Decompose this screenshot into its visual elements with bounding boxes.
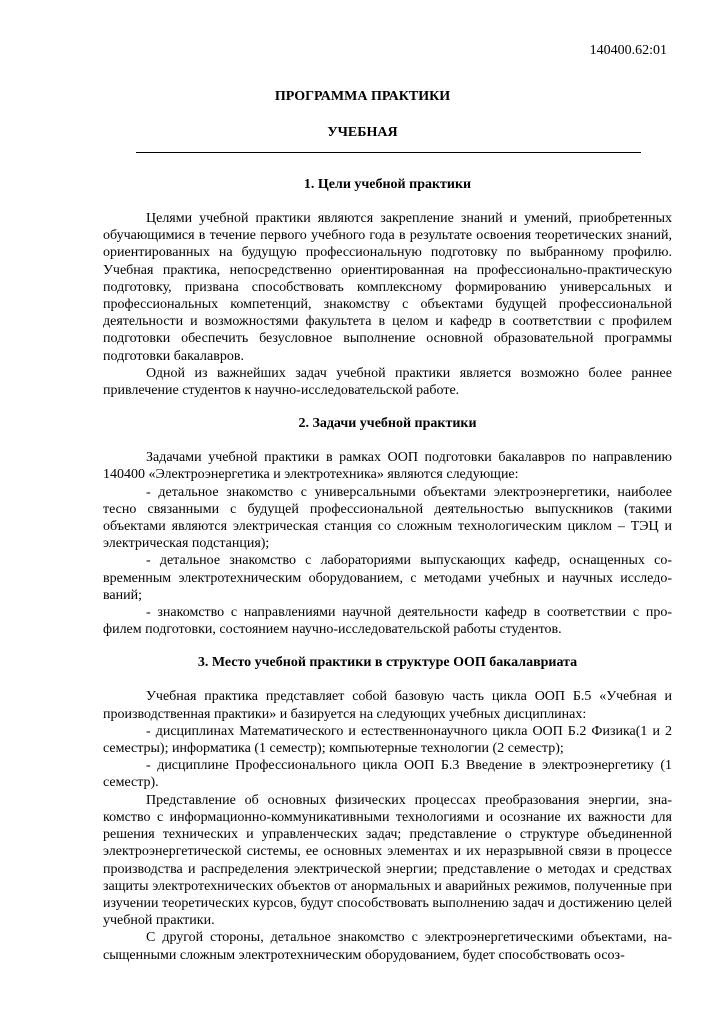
paragraph: Целями учебной практики являются закрепление знаний и умений, приобретенных обучающимися в течение первого учебного года в результате освоения теоретических знаний, ориентированных на будущую профессиональную подготовку по выбранному профилю. Учебная практика, непосредственно ориентированная на профессионально-практическую подготовку, призвана способствовать комплексному формированию универсальных и профессиональных компетенций, знакомству с объектами будущей профессиональной деятельности и возможностями факультета в целом и кафедр в соответствии с профилем подготовки обеспечить безусловное выполнение основной образовательной программы подготовки бакалавров. — [103, 211, 672, 364]
document-code: 140400.62:01 — [589, 43, 667, 58]
paragraph: Учебная практика представляет собой базовую часть цикла ООП Б.5 «Учебная и производственная практики» и базируется на следующих учебных дисциплинах: — [103, 689, 672, 722]
paragraph: Задачами учебной практики в рамках ООП подготовки бакалавров по направлению 140400 «Электроэнергетика и электротехника» являются следующие: — [103, 450, 672, 483]
section-place — [103, 654, 672, 963]
section-tasks — [103, 415, 672, 638]
document-title: ПРОГРАММА ПРАКТИКИ — [274, 89, 451, 104]
title-divider — [136, 152, 641, 153]
document-body — [103, 176, 672, 964]
section-goals — [103, 176, 672, 399]
list-item: - детальное знакомство с лабораториями выпускающих кафедр, оснащенных современным электротехническим оборудованием, с методами учебных и научных исследований; — [103, 553, 672, 603]
section-heading: 2. Задачи учебной практики — [298, 416, 477, 432]
paragraph: Одной из важнейших задач учебной практики является возможно более раннее привлечение студентов к научно-исследовательской работе. — [103, 365, 672, 399]
list-item: - знакомство с направлениями научной деятельности кафедр в соответствии с профилем подготовки, состоянием научно-исследовательской работы студентов. — [103, 605, 672, 638]
paragraph: С другой стороны, детальное знакомство с электроэнергетическими объектами, насыщенными сложным электротехническим оборудованием, будет способствовать осоз- — [103, 930, 672, 963]
list-item: - дисциплине Профессионального цикла ООП Б.3 Введение в электроэнергетику (1 семестр). — [103, 758, 672, 791]
paragraph: Представление об основных физических процессах преобразования энергии, знакомство с информационно-коммуникативными технологиями и осознание их важности для решения технических и управленческих задач; представление о структуре объединенной электроэнергетической системы, ее основных элементах и их неразрывной связи в процессе производства и распределения электрической энергии; представление о методах и средствах защиты электротехнических объектов от анормальных и аварийных режимов, полученные при изучении теоретических курсов, будут способствовать выполнению задач и достижению целей учебной практики. — [103, 792, 672, 929]
document-subtitle: УЧЕБНАЯ — [327, 125, 398, 140]
list-item: - детальное знакомство с универсальными объектами электроэнергетики, наиболее тесно связанными с будущей профессиональной деятельностью выпускников (такими объектами являются электрическая станция со сложным технологическим циклом – ТЭЦ и электрическая подстанция); — [103, 484, 672, 552]
list-item: - дисциплинах Математического и естественнонаучного цикла ООП Б.2 Физика(1 и 2 семестры); информатика (1 семестр); компьютерные технологии (2 семестр); — [103, 723, 672, 757]
section-heading: 1. Цели учебной практики — [303, 177, 472, 192]
section-heading: 3. Место учебной практики в структуре ООП бакалавриата — [197, 655, 578, 671]
